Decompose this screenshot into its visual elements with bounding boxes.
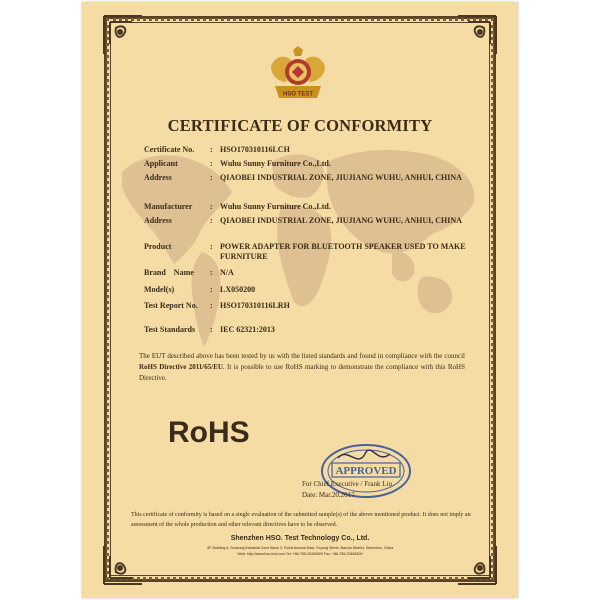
- field-label: Certificate No.: [144, 145, 195, 154]
- field-label: Address: [144, 216, 172, 225]
- rohs-mark: RoHS: [168, 416, 250, 449]
- corner-ornament-bottom-right: [456, 544, 498, 586]
- field-label: Test Standards: [144, 325, 196, 334]
- field-value: LX050200: [220, 285, 256, 294]
- field-colon: :: [210, 159, 213, 168]
- field-value: QIAOBEI INDUSTRIAL ZONE, JIUJIANG WUHU, ANHUI, CHINA: [220, 216, 462, 225]
- field-value: Wuhu Sunny Furniture Co.,Ltd.: [220, 202, 331, 211]
- field-colon: :: [210, 301, 213, 310]
- certificate-title: CERTIFICATE OF CONFORMITY: [167, 116, 433, 135]
- field-colon: :: [210, 268, 213, 277]
- field-colon: :: [210, 325, 213, 334]
- corner-ornament-bottom-left: [102, 544, 144, 586]
- signature-line: For Chief Executive / Frank Liu: [302, 480, 393, 488]
- field-label: Model(s): [144, 285, 175, 294]
- field-value: HSO170310116LCH: [220, 145, 290, 154]
- issuer-company-address: 4F, Building 6, Sunsong Industrial Zone Block 2, Fuhai Avenue East, Fuyong Street, Bao'an District, Shenzhen, China: [206, 546, 394, 550]
- field-colon: :: [210, 285, 213, 294]
- field-value: HSO170310116LRH: [220, 301, 290, 310]
- corner-ornament-top-right: [456, 14, 498, 56]
- field-value: N/A: [220, 268, 234, 277]
- hso-logo-emblem: [263, 46, 333, 108]
- field-colon: :: [210, 242, 213, 251]
- certificate-footnote: This certificate of conformity is based on a single evaluation of the submitted sample(s) of the above mentioned product. It does not imply an assessment of the whole production and other relevant directives have to be observed.: [131, 512, 471, 528]
- field-value: QIAOBEI INDUSTRIAL ZONE, JIUJIANG WUHU, ANHUI, CHINA: [220, 173, 462, 182]
- svg-text:APPROVED: APPROVED: [335, 465, 397, 477]
- corner-ornament-top-left: [102, 14, 144, 56]
- field-label: Manufacturer: [144, 202, 193, 211]
- field-value: Wuhu Sunny Furniture Co.,Ltd.: [220, 159, 331, 168]
- issuer-company-contact: Web: http://www.hso-test.com Tel: +86-755-29484500 Fax: +86-755-29484500: [237, 552, 363, 556]
- field-label: Product: [144, 242, 172, 251]
- field-colon: :: [210, 202, 213, 211]
- certificate-paper: [82, 2, 518, 598]
- compliance-statement: The EUT described above has been tested by us with the listed standards and found in compliance with the council RoHS Directive 2011/65/EU. It is possible to use RoHS marking to demonstrate the compliance with this RoHS Directive.: [139, 352, 465, 382]
- field-label: Test Report No.: [144, 301, 198, 310]
- field-value: IEC 62321:2013: [220, 325, 275, 334]
- issuer-company-name: Shenzhen HSO. Test Technology Co., Ltd.: [230, 535, 370, 542]
- svg-text:HSO TEST: HSO TEST: [282, 91, 314, 98]
- field-colon: :: [210, 216, 213, 225]
- field-label: Brand Name: [144, 268, 194, 277]
- signature-date: Date: Mar.20,2017: [302, 491, 355, 499]
- field-value: POWER ADAPTER FOR BLUETOOTH SPEAKER USED TO MAKE FURNITURE: [220, 242, 466, 261]
- field-label: Applicant: [144, 159, 178, 168]
- field-label: Address: [144, 173, 172, 182]
- field-colon: :: [210, 145, 213, 154]
- field-colon: :: [210, 173, 213, 182]
